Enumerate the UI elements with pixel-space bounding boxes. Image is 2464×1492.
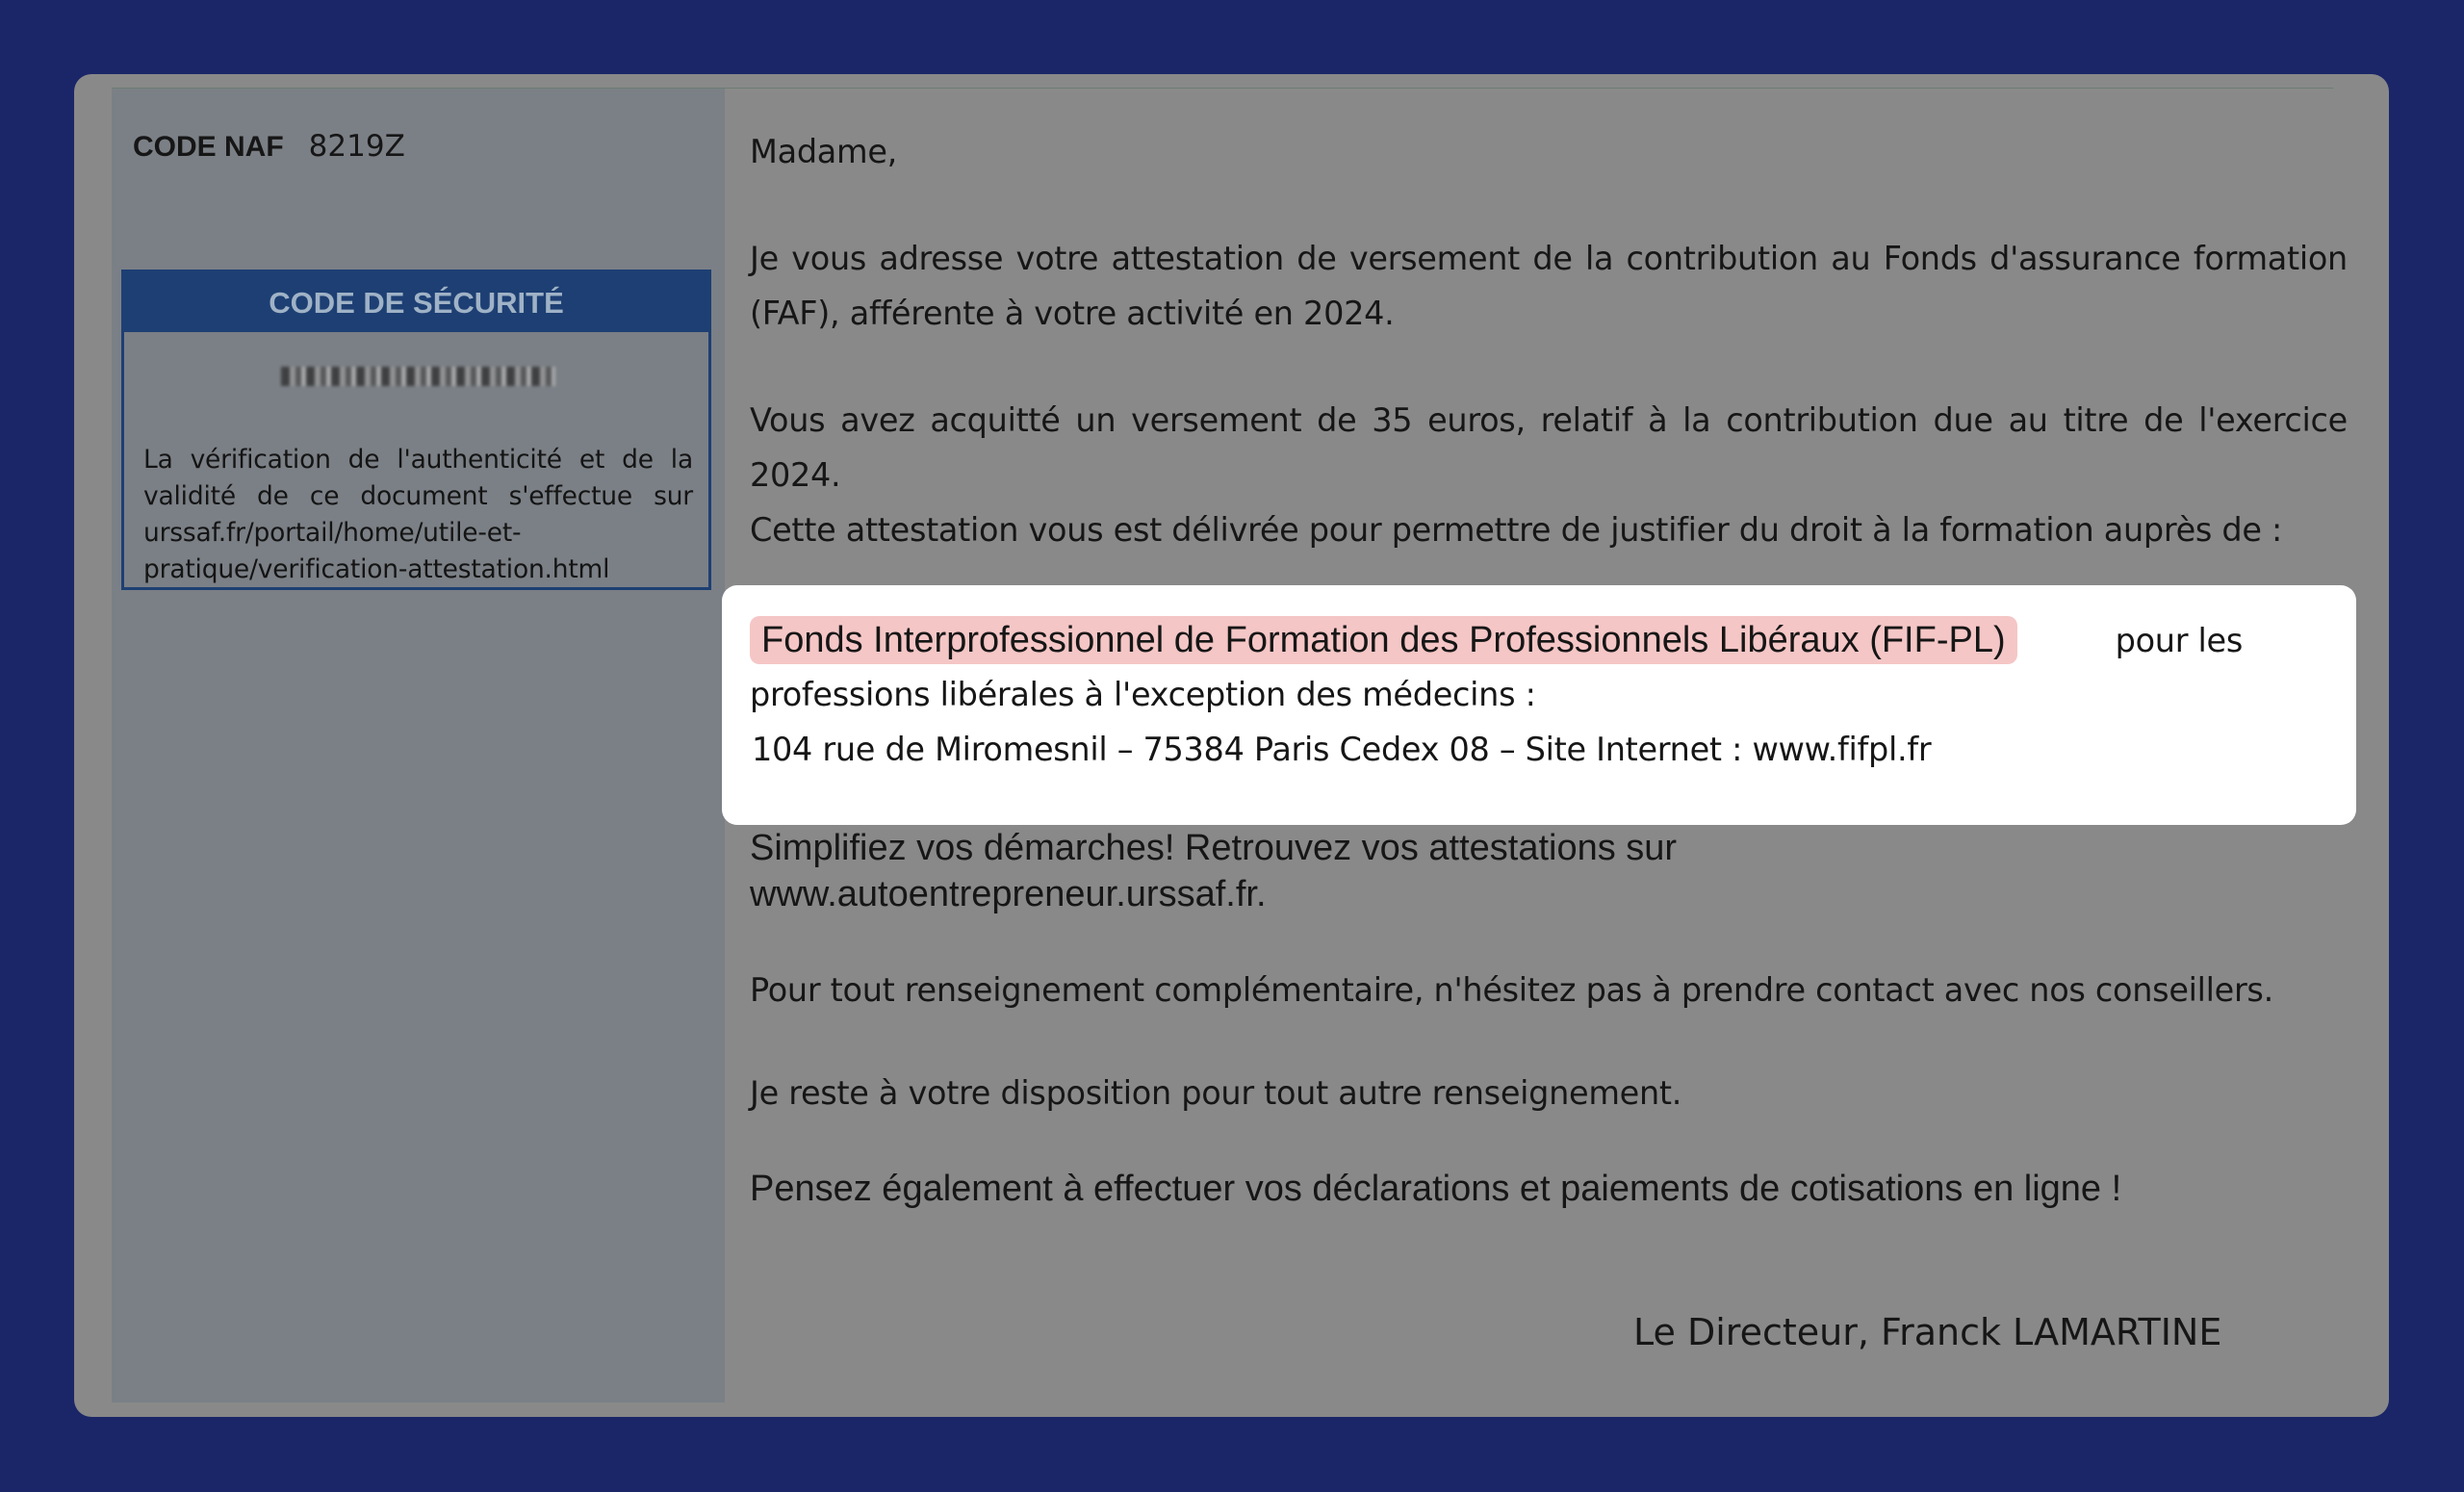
verification-text: La vérification de l'authenticité et de la validité de ce document s'effectue sur urssaf.fr/portail/home/utile-et-pratique/verification-attestation.html [143, 445, 693, 584]
fund-address: 104 rue de Miromesnil – 75384 Paris Cedex 08 – Site Internet : www.fifpl.fr [752, 731, 1932, 768]
paragraph-attestation: Je vous adresse votre attestation de versement de la contribution au Fonds d'assurance formation (FAF), afférente à votre activité en 2024. [750, 240, 2348, 332]
fund-name-highlight: Fonds Interprofessionnel de Formation des Professionnels Libéraux (FIF-PL) [750, 616, 2017, 664]
paragraph-online: Pensez également à effectuer vos déclarations et paiements de cotisations en ligne ! [750, 1169, 2122, 1209]
paragraph-contact: Pour tout renseignement complémentaire, n'hésitez pas à prendre contact avec nos conseillers. [750, 971, 2273, 1009]
security-code-title: CODE DE SÉCURITÉ [124, 272, 708, 332]
naf-code [133, 129, 405, 164]
fund-line-2: professions libérales à l'exception des médecins : [750, 676, 1536, 713]
fund-line-1 [750, 613, 2348, 668]
naf-value: 8219Z [308, 129, 405, 164]
fund-suffix: pour les [2115, 622, 2244, 659]
security-code-redacted [281, 367, 555, 386]
salutation: Madame, [750, 133, 898, 170]
paragraph-availability: Je reste à votre disposition pour tout autre renseignement. [750, 1074, 1682, 1112]
paragraph-payment: Vous avez acquitté un versement de 35 euros, relatif à la contribution due au titre de l'exercice 2024. [750, 401, 2348, 494]
sidebar [112, 89, 725, 1402]
signature: Le Directeur, Franck LAMARTINE [1633, 1311, 2222, 1353]
security-code-box [121, 270, 711, 590]
document-card [74, 74, 2389, 1417]
simplify-line-1: Simplifiez vos démarches! Retrouvez vos attestations sur [750, 828, 1678, 868]
paragraph-simplify [750, 825, 2348, 917]
paragraph-purpose: Cette attestation vous est délivrée pour permettre de justifier du droit à la formation auprès de : [750, 511, 2283, 549]
simplify-line-2: www.autoentrepreneur.urssaf.fr. [750, 874, 1267, 914]
naf-label: CODE NAF [133, 131, 284, 163]
